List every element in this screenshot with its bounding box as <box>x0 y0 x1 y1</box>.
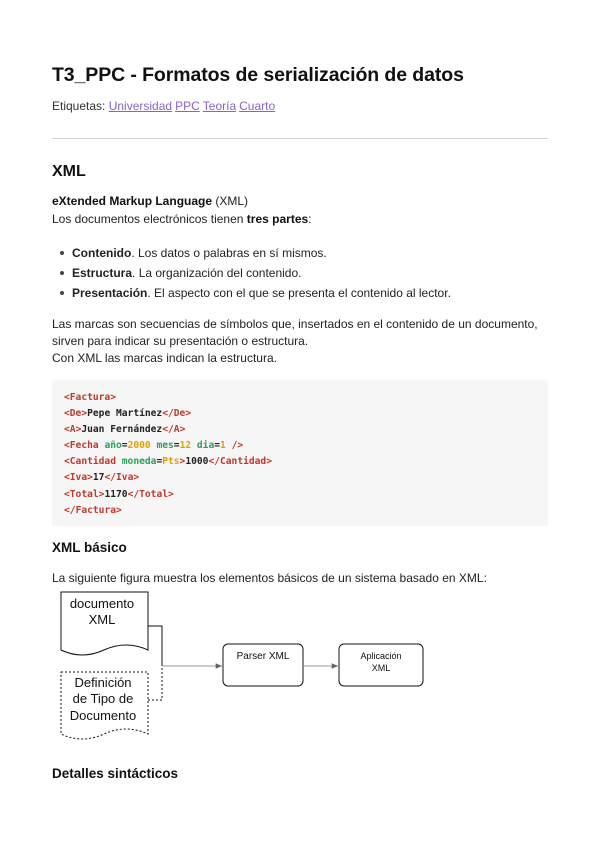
list-item-desc: . El aspecto con el que se presenta el contenido al lector. <box>147 286 451 300</box>
list-item-desc: . Los datos o palabras en sí mismos. <box>131 246 327 260</box>
intro-pre: Los documentos electrónicos tienen <box>52 212 247 226</box>
tags-row <box>52 99 278 113</box>
basic-paragraph: La siguiente figura muestra los elementos básicos de un sistema basado en XML: <box>52 571 487 585</box>
dtd-label: Documento <box>69 708 137 723</box>
document-xml-label: documento <box>69 596 135 611</box>
connector-document <box>148 626 162 666</box>
tags-label: Etiquetas: <box>52 99 106 113</box>
list-item-desc: . La organización del contenido. <box>132 266 302 280</box>
code-block: <Factura> <De>Pepe Martínez</De> <A>Juan Fernández</A> <Fecha año=2000 mes=12 dia=1 /> <Cantidad moneda=Pts>1000</Cantidad> <Iva>17</Iva> <Total>1170</Total> </Factura> <box>52 380 548 526</box>
list-item-term: Presentación <box>72 286 148 300</box>
dtd-label: Definición <box>74 675 132 690</box>
page-title: T3_PPC - Formatos de serialización de datos <box>52 64 464 86</box>
xml-intro <box>52 211 312 228</box>
divider <box>52 138 548 139</box>
section-heading-detalles: Detalles sintácticos <box>52 766 179 781</box>
tag-link-universidad[interactable]: Universidad <box>108 99 173 113</box>
markup-paragraph-line3: Con XML las marcas indican la estructura. <box>52 351 277 365</box>
intro-bold: tres partes <box>246 212 309 226</box>
markup-paragraph-line2: sirven para indicar su presentación o estructura. <box>52 334 309 348</box>
intro-post: : <box>308 212 312 226</box>
section-heading-xml: XML <box>52 163 86 180</box>
connector-dtd <box>148 666 162 700</box>
definition-rest: (XML) <box>212 194 249 208</box>
xml-definition <box>52 193 248 210</box>
tag-link-cuarto[interactable]: Cuarto <box>239 99 276 113</box>
definition-bold: eXtended Markup Language <box>52 194 213 208</box>
xml-system-diagram <box>52 588 452 744</box>
tag-link-ppc[interactable]: PPC <box>175 99 200 113</box>
list-item-term: Estructura <box>72 266 133 280</box>
document-xml-label: XML <box>88 612 116 627</box>
list-item <box>52 283 451 303</box>
application-label: XML <box>371 663 391 673</box>
tag-link-teoria[interactable]: Teoría <box>202 99 237 113</box>
section-heading-xml-basico: XML básico <box>52 540 127 555</box>
document-parts-list <box>52 243 451 303</box>
application-label: Aplicación <box>360 651 402 661</box>
list-item <box>52 263 451 283</box>
list-item-term: Contenido <box>72 246 132 260</box>
markup-paragraph-line1: Las marcas son secuencias de símbolos que, insertados en el contenido de un documento, <box>52 317 538 331</box>
dtd-label: de Tipo de <box>72 691 134 706</box>
parser-label: Parser XML <box>236 651 290 662</box>
list-item <box>52 243 451 263</box>
